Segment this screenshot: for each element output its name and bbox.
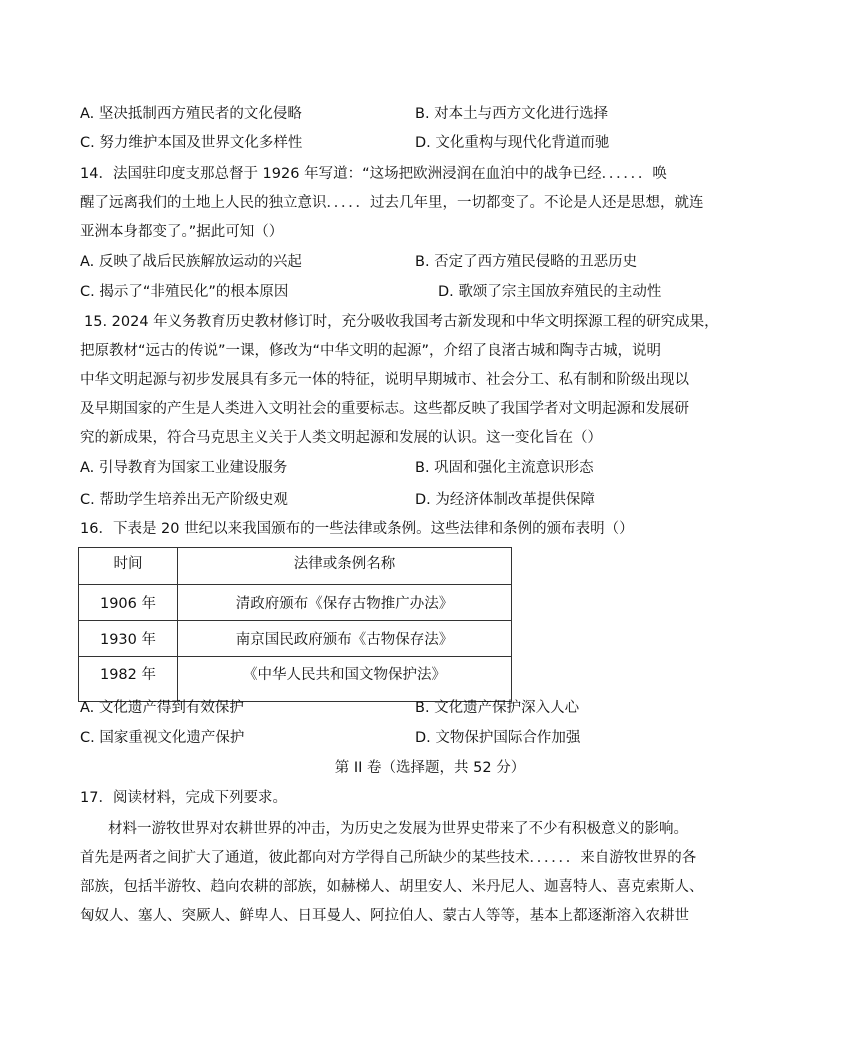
table-header-row bbox=[79, 548, 512, 585]
q15-stem-line-4: 及早期国家的产生是人类进入文明社会的重要标志。这些都反映了我国学者对文明起源和发展研 bbox=[80, 401, 689, 417]
q14-option-d[interactable]: D. 歌颂了宗主国放弃殖民的主动性 bbox=[438, 284, 662, 300]
q14-stem-line-3: 亚洲本身都变了。”据此可知（） bbox=[80, 224, 284, 240]
q17-stem: 17．阅读材料，完成下列要求。 bbox=[80, 790, 287, 806]
q16-stem: 16．下表是 20 世纪以来我国颁布的一些法律或条例。这些法律和条例的颁布表明（） bbox=[80, 521, 634, 537]
q16-option-a[interactable]: A. 文化遗产得到有效保护 bbox=[80, 700, 244, 716]
table-cell-law: 南京国民政府颁布《古物保存法》 bbox=[178, 621, 512, 657]
q17-material-line-2: 首先是两者之间扩大了通道，彼此都向对方学得自己所缺少的某些技术．．．．．．来自游牧世界的各 bbox=[80, 850, 697, 866]
laws-table bbox=[78, 547, 512, 702]
section-title: 第 II 卷（选择题，共 52 分） bbox=[334, 760, 526, 776]
q17-material-line-3: 部族，包括半游牧、趋向农耕的部族，如赫梯人、胡里安人、米丹尼人、迦喜特人、喜克索斯人、 bbox=[80, 879, 704, 895]
table-cell-year: 1982 年 bbox=[79, 657, 178, 702]
q14-stem-line-2: 醒了远离我们的土地上人民的独立意识．．．．．过去几年里，一切都变了。不论是人还是思想，就连 bbox=[80, 195, 704, 211]
q15-stem-line-5: 究的新成果，符合马克思主义关于人类文明起源和发展的认识。这一变化旨在（） bbox=[80, 430, 602, 446]
table-row bbox=[79, 621, 512, 657]
q15-stem-line-1: 15. 2024 年义务教育历史教材修订时，充分吸收我国考古新发现和中华文明探源工程的研究成果， bbox=[84, 314, 719, 330]
q16-option-b[interactable]: B. 文化遗产保护深入人心 bbox=[415, 700, 580, 716]
table-header-cell: 时间 bbox=[79, 548, 178, 585]
table-cell-law: 《中华人民共和国文物保护法》 bbox=[178, 657, 512, 702]
q15-option-a[interactable]: A. 引导教育为国家工业建设服务 bbox=[80, 460, 288, 476]
q14-option-b[interactable]: B. 否定了西方殖民侵略的丑恶历史 bbox=[415, 254, 638, 270]
q15-stem-line-3: 中华文明起源与初步发展具有多元一体的特征，说明早期城市、社会分工、私有制和阶级出现以 bbox=[80, 372, 689, 388]
q13-option-d[interactable]: D. 文化重构与现代化背道而驰 bbox=[415, 135, 610, 151]
q14-stem-line-1: 14．法国驻印度支那总督于 1926 年写道：“这场把欧洲浸润在血泊中的战争已经．．．．．．唤 bbox=[80, 166, 667, 182]
q17-material-line-1: 材料一游牧世界对农耕世界的冲击，为历史之发展为世界史带来了不少有积极意义的影响。 bbox=[108, 821, 688, 837]
q16-option-d[interactable]: D. 文物保护国际合作加强 bbox=[415, 730, 581, 746]
q17-material-line-4: 匈奴人、塞人、突厥人、鲜卑人、日耳曼人、阿拉伯人、蒙古人等等，基本上都逐渐溶入农耕世 bbox=[80, 908, 689, 924]
q14-option-c[interactable]: C. 揭示了“非殖民化”的根本原因 bbox=[80, 284, 289, 300]
q16-option-c[interactable]: C. 国家重视文化遗产保护 bbox=[80, 730, 245, 746]
q15-stem-line-2: 把原教材“远古的传说”一课，修改为“中华文明的起源”，介绍了良渚古城和陶寺古城，说明 bbox=[80, 343, 662, 359]
table-cell-year: 1906 年 bbox=[79, 585, 178, 621]
q13-option-c[interactable]: C. 努力维护本国及世界文化多样性 bbox=[80, 135, 303, 151]
table-row bbox=[79, 585, 512, 621]
q15-option-b[interactable]: B. 巩固和强化主流意识形态 bbox=[415, 460, 594, 476]
table-cell-year: 1930 年 bbox=[79, 621, 178, 657]
q15-option-d[interactable]: D. 为经济体制改革提供保障 bbox=[415, 492, 595, 508]
table-row bbox=[79, 657, 512, 702]
table-header-cell: 法律或条例名称 bbox=[178, 548, 512, 585]
table-cell-law: 清政府颁布《保存古物推广办法》 bbox=[178, 585, 512, 621]
q15-option-c[interactable]: C. 帮助学生培养出无产阶级史观 bbox=[80, 492, 288, 508]
q13-option-b[interactable]: B. 对本土与西方文化进行选择 bbox=[415, 106, 609, 122]
q13-option-a[interactable]: A. 坚决抵制西方殖民者的文化侵略 bbox=[80, 106, 302, 122]
q14-option-a[interactable]: A. 反映了战后民族解放运动的兴起 bbox=[80, 254, 302, 270]
